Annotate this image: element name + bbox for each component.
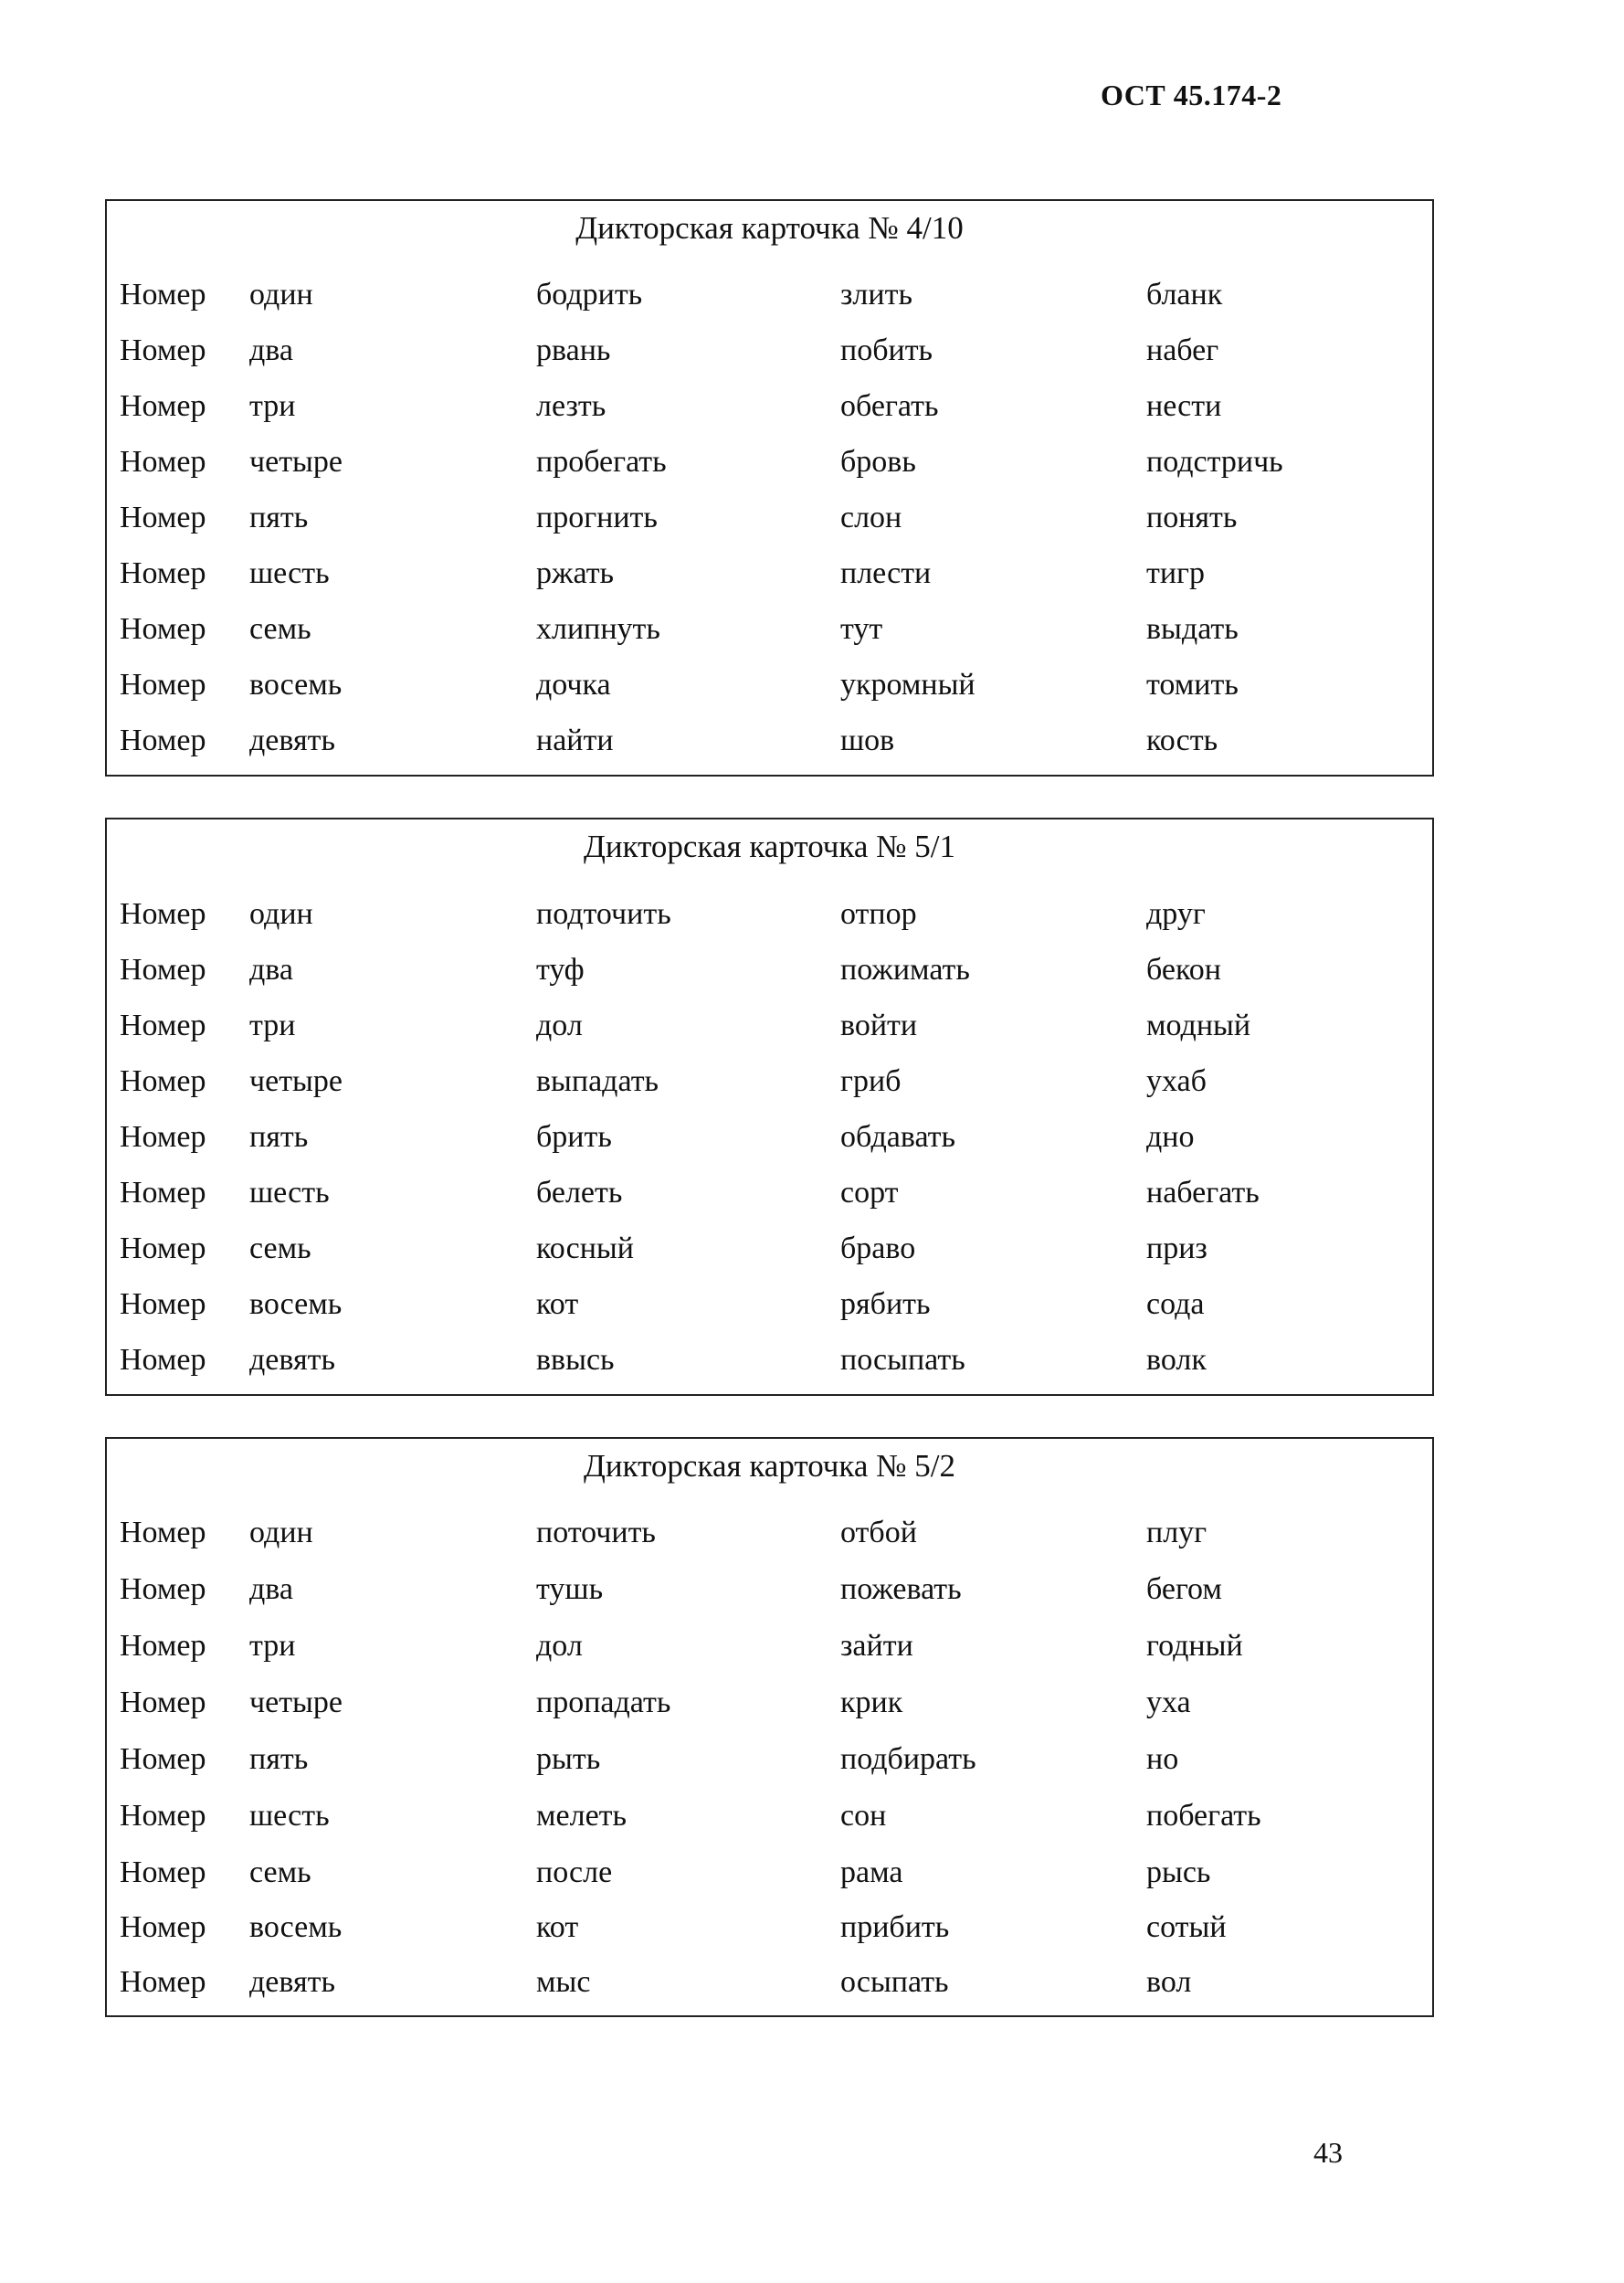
cell-numeral: шесть — [249, 1799, 330, 1833]
cell-word: понять — [1146, 501, 1238, 534]
cell-number-label: Номер — [120, 1120, 206, 1154]
cell-numeral: восемь — [249, 1910, 343, 1944]
cell-number-label: Номер — [120, 333, 206, 367]
cell-word: пропадать — [536, 1686, 671, 1719]
table-row — [107, 1176, 1432, 1231]
cell-word: годный — [1146, 1629, 1243, 1663]
table-row — [107, 1799, 1432, 1855]
cell-word: отпор — [840, 897, 917, 931]
cell-word: сон — [840, 1799, 887, 1833]
table-row — [107, 445, 1432, 501]
table-row — [107, 1287, 1432, 1343]
cell-word: уха — [1146, 1686, 1191, 1719]
cell-word: прогнить — [536, 501, 658, 534]
cell-number-label: Номер — [120, 897, 206, 931]
cell-word: найти — [536, 724, 614, 757]
table-row — [107, 1064, 1432, 1120]
cell-numeral: девять — [249, 1343, 335, 1377]
table-row — [107, 556, 1432, 612]
cell-word: бровь — [840, 445, 916, 479]
cell-word: посыпать — [840, 1343, 965, 1377]
cell-word: гриб — [840, 1064, 902, 1098]
cell-word: набегать — [1146, 1176, 1260, 1210]
cell-word: пожимать — [840, 953, 970, 987]
cell-word: после — [536, 1855, 613, 1889]
cell-number-label: Номер — [120, 612, 206, 646]
cell-numeral: четыре — [249, 445, 343, 479]
table-row — [107, 1516, 1432, 1571]
table-row — [107, 724, 1432, 779]
cell-word: кость — [1146, 724, 1218, 757]
cell-word: но — [1146, 1742, 1179, 1776]
table-row — [107, 278, 1432, 333]
cell-word: дол — [536, 1009, 583, 1042]
cell-numeral: шесть — [249, 556, 330, 590]
cell-word: модный — [1146, 1009, 1251, 1042]
cell-word: мелеть — [536, 1799, 627, 1833]
cell-word: отбой — [840, 1516, 917, 1549]
cell-numeral: три — [249, 1009, 296, 1042]
cell-number-label: Номер — [120, 1742, 206, 1776]
cell-word: кот — [536, 1910, 579, 1944]
cell-number-label: Номер — [120, 556, 206, 590]
cell-word: кот — [536, 1287, 579, 1321]
cell-numeral: девять — [249, 1965, 335, 1999]
cell-word: вол — [1146, 1965, 1192, 1999]
cell-word: побегать — [1146, 1799, 1261, 1833]
cell-word: дочка — [536, 668, 611, 702]
cell-numeral: пять — [249, 1742, 309, 1776]
cell-word: дол — [536, 1629, 583, 1663]
cell-word: обегать — [840, 389, 939, 423]
cell-numeral: семь — [249, 1855, 311, 1889]
cell-number-label: Номер — [120, 1516, 206, 1549]
cell-word: тушь — [536, 1572, 604, 1606]
cell-number-label: Номер — [120, 724, 206, 757]
cell-word: злить — [840, 278, 912, 312]
cell-word: обдавать — [840, 1120, 956, 1154]
cell-word: волк — [1146, 1343, 1207, 1377]
cell-word: ржать — [536, 556, 615, 590]
cell-numeral: три — [249, 1629, 296, 1663]
cell-word: браво — [840, 1231, 916, 1265]
cell-word: плести — [840, 556, 932, 590]
cell-word: бегом — [1146, 1572, 1222, 1606]
cell-number-label: Номер — [120, 1287, 206, 1321]
cell-word: подбирать — [840, 1742, 976, 1776]
cell-word: ухаб — [1146, 1064, 1207, 1098]
cell-word: крик — [840, 1686, 903, 1719]
cell-word: дно — [1146, 1120, 1195, 1154]
cell-word: брить — [536, 1120, 612, 1154]
cell-number-label: Номер — [120, 389, 206, 423]
cell-word: нести — [1146, 389, 1222, 423]
table-row — [107, 897, 1432, 953]
cell-word: рябить — [840, 1287, 931, 1321]
cell-word: укромный — [840, 668, 975, 702]
cell-number-label: Номер — [120, 1686, 206, 1719]
cell-numeral: два — [249, 333, 293, 367]
cell-word: сорт — [840, 1176, 899, 1210]
cell-word: рысь — [1146, 1855, 1211, 1889]
cell-number-label: Номер — [120, 1855, 206, 1889]
cell-word: мыс — [536, 1965, 591, 1999]
cell-word: рама — [840, 1855, 903, 1889]
table-row — [107, 501, 1432, 556]
cell-word: рыть — [536, 1742, 601, 1776]
cell-word: косный — [536, 1231, 634, 1265]
cell-word: лезть — [536, 389, 606, 423]
cell-numeral: три — [249, 389, 296, 423]
card-title: Дикторская карточка № 4/10 — [575, 210, 964, 246]
cell-word: хлипнуть — [536, 612, 660, 646]
cell-numeral: семь — [249, 612, 311, 646]
cell-number-label: Номер — [120, 1910, 206, 1944]
cell-numeral: два — [249, 953, 293, 987]
cell-word: бодрить — [536, 278, 643, 312]
table-row — [107, 389, 1432, 445]
cell-word: сотый — [1146, 1910, 1227, 1944]
cell-number-label: Номер — [120, 1176, 206, 1210]
cell-numeral: шесть — [249, 1176, 330, 1210]
cell-number-label: Номер — [120, 668, 206, 702]
cell-word: выдать — [1146, 612, 1239, 646]
cell-word: побить — [840, 333, 933, 367]
table-row — [107, 1009, 1432, 1064]
cell-word: плуг — [1146, 1516, 1207, 1549]
cell-word: набег — [1146, 333, 1219, 367]
document-code: ОСТ 45.174-2 — [1101, 79, 1282, 111]
cell-word: томить — [1146, 668, 1239, 702]
table-row — [107, 1231, 1432, 1287]
table-row — [107, 612, 1432, 668]
table-row — [107, 1910, 1432, 1966]
table-row — [107, 1120, 1432, 1176]
table-row — [107, 1629, 1432, 1685]
cell-word: тут — [840, 612, 883, 646]
cell-numeral: восемь — [249, 668, 343, 702]
cell-number-label: Номер — [120, 1572, 206, 1606]
cell-word: прибить — [840, 1910, 950, 1944]
cell-word: белеть — [536, 1176, 623, 1210]
page-number: 43 — [1313, 2136, 1343, 2169]
cell-number-label: Номер — [120, 1629, 206, 1663]
announcer-card-5-1 — [105, 818, 1434, 1396]
cell-word: пожевать — [840, 1572, 962, 1606]
cell-word: подточить — [536, 897, 671, 931]
cell-word: приз — [1146, 1231, 1207, 1265]
cell-number-label: Номер — [120, 1799, 206, 1833]
cell-numeral: пять — [249, 1120, 309, 1154]
cell-word: тигр — [1146, 556, 1205, 590]
cell-word: сода — [1146, 1287, 1205, 1321]
table-row — [107, 1855, 1432, 1911]
cell-numeral: семь — [249, 1231, 311, 1265]
cell-number-label: Номер — [120, 1064, 206, 1098]
cell-numeral: восемь — [249, 1287, 343, 1321]
table-row — [107, 1965, 1432, 2021]
cell-word: бланк — [1146, 278, 1223, 312]
cell-word: туф — [536, 953, 585, 987]
cell-word: друг — [1146, 897, 1206, 931]
cell-number-label: Номер — [120, 1343, 206, 1377]
announcer-card-4-10 — [105, 199, 1434, 777]
announcer-card-5-2 — [105, 1437, 1434, 2017]
cell-number-label: Номер — [120, 278, 206, 312]
cell-numeral: пять — [249, 501, 309, 534]
cell-numeral: четыре — [249, 1064, 343, 1098]
cell-word: зайти — [840, 1629, 913, 1663]
cell-word: пробегать — [536, 445, 667, 479]
cell-number-label: Номер — [120, 1231, 206, 1265]
table-row — [107, 668, 1432, 724]
table-row — [107, 1686, 1432, 1741]
table-row — [107, 1742, 1432, 1798]
cell-word: шов — [840, 724, 895, 757]
cell-number-label: Номер — [120, 445, 206, 479]
cell-word: подстричь — [1146, 445, 1283, 479]
cell-number-label: Номер — [120, 953, 206, 987]
cell-word: осыпать — [840, 1965, 949, 1999]
table-row — [107, 1343, 1432, 1399]
cell-numeral: два — [249, 1572, 293, 1606]
cell-word: бекон — [1146, 953, 1221, 987]
cell-numeral: один — [249, 897, 313, 931]
cell-word: ввысь — [536, 1343, 615, 1377]
cell-word: слон — [840, 501, 902, 534]
cell-numeral: один — [249, 278, 313, 312]
cell-word: рвань — [536, 333, 611, 367]
cell-word: выпадать — [536, 1064, 659, 1098]
table-row — [107, 333, 1432, 389]
cell-number-label: Номер — [120, 1009, 206, 1042]
table-row — [107, 953, 1432, 1009]
cell-numeral: один — [249, 1516, 313, 1549]
cell-number-label: Номер — [120, 1965, 206, 1999]
card-title: Дикторская карточка № 5/1 — [583, 829, 956, 864]
cell-word: поточить — [536, 1516, 656, 1549]
cell-number-label: Номер — [120, 501, 206, 534]
cell-numeral: четыре — [249, 1686, 343, 1719]
table-row — [107, 1572, 1432, 1628]
cell-word: войти — [840, 1009, 918, 1042]
cell-numeral: девять — [249, 724, 335, 757]
card-title: Дикторская карточка № 5/2 — [583, 1448, 956, 1484]
